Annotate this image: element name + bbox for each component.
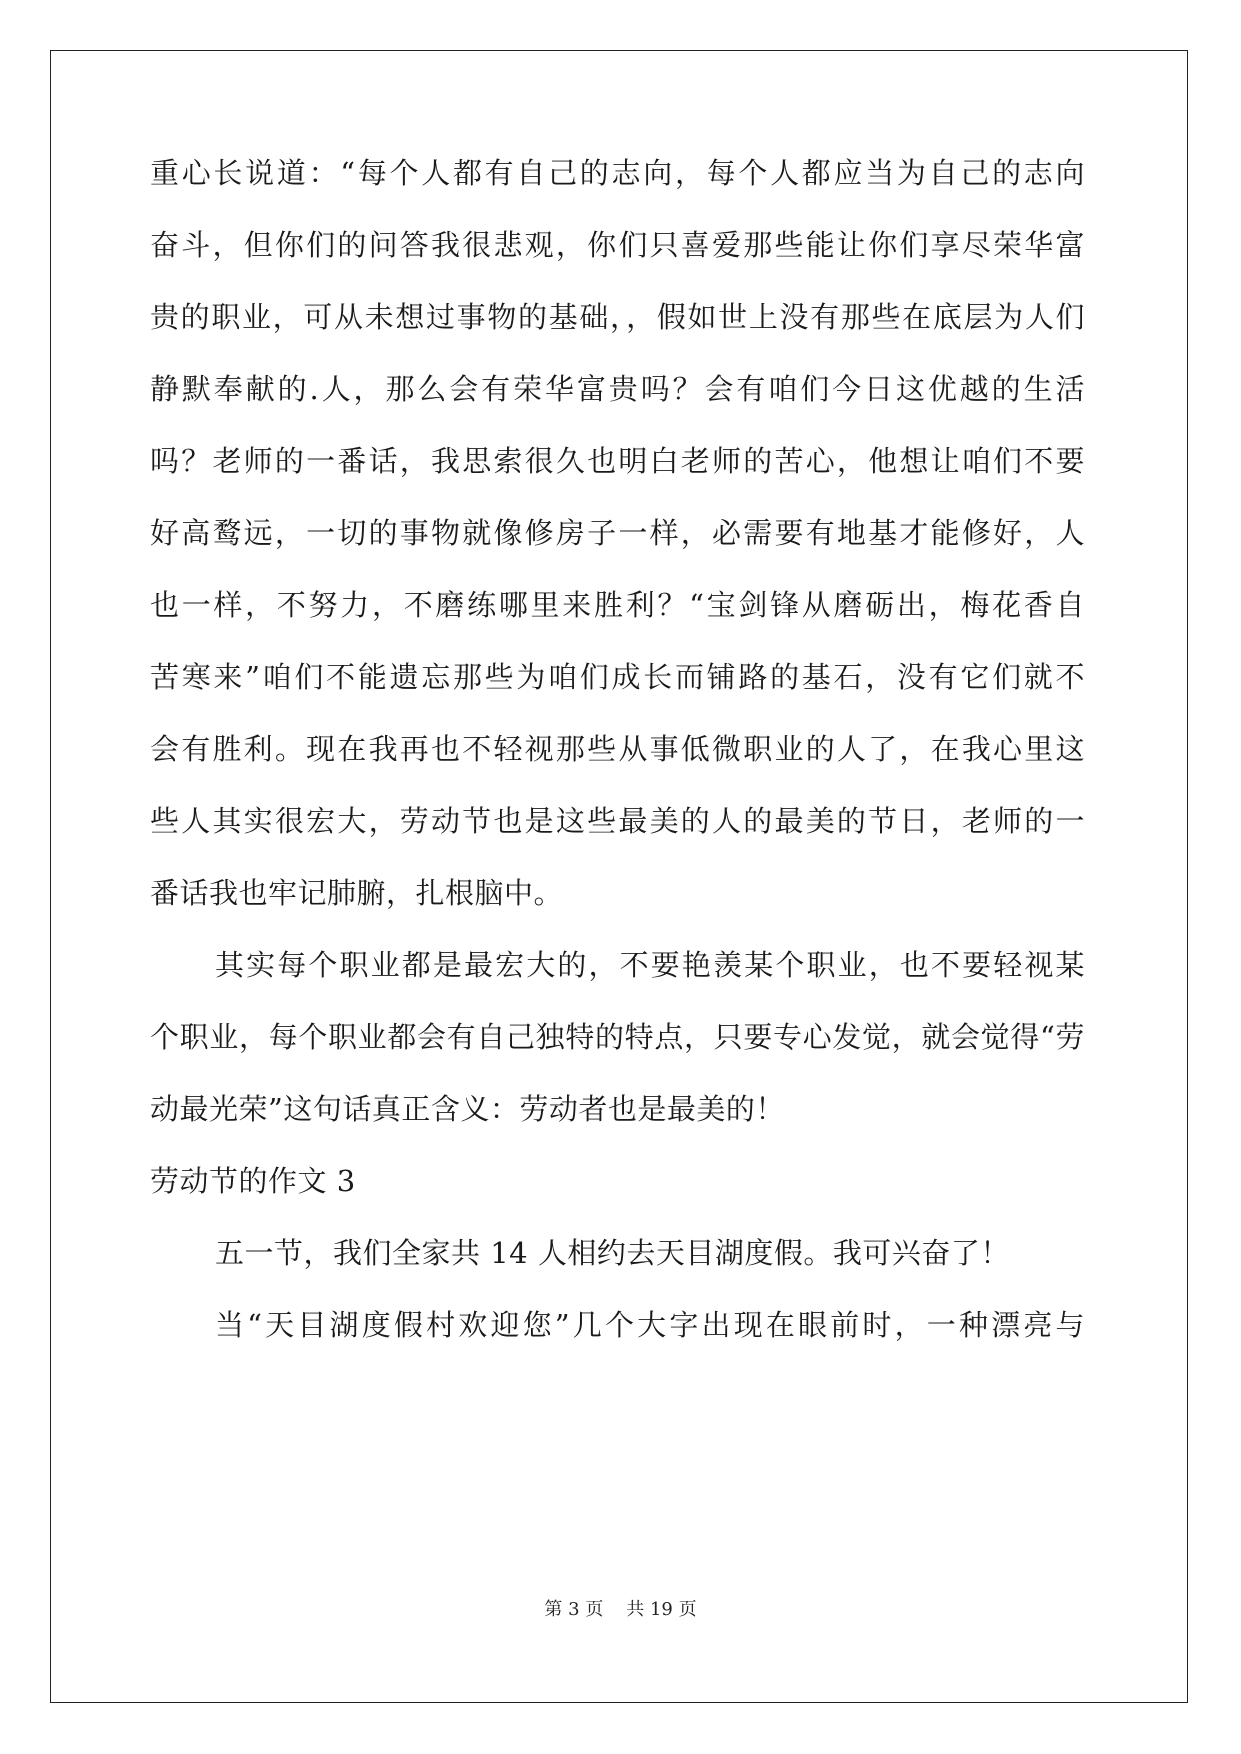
page-number: 第 3 页 [544, 1599, 604, 1620]
text-line: 会有胜利。现在我再也不轻视那些从事低微职业的人了，在我心里这 [150, 732, 1085, 766]
total-pages: 共 19 页 [626, 1599, 697, 1620]
paragraph-first-line: 五一节，我们全家共 14 人相约去天目湖度假。我可兴奋了！ [215, 1236, 1010, 1270]
text-line: 动最光荣”这句话真正含义：劳动者也是最美的！ [150, 1092, 785, 1126]
text-line: 好高鹜远，一切的事物就像修房子一样，必需要有地基才能修好，人 [150, 516, 1085, 550]
paragraph-first-line: 当“天目湖度假村欢迎您”几个大字出现在眼前时，一种漂亮与 [215, 1308, 1085, 1342]
text-line: 个职业，每个职业都会有自己独特的特点，只要专心发觉，就会觉得“劳 [150, 1020, 1085, 1054]
text-line: 重心长说道：“每个人都有自己的志向，每个人都应当为自己的志向 [150, 156, 1085, 190]
text-line: 番话我也牢记肺腑，扎根脑中。 [150, 876, 564, 910]
text-line: 些人其实很宏大，劳动节也是这些最美的人的最美的节日，老师的一 [150, 804, 1085, 838]
text-line: 奋斗，但你们的问答我很悲观，你们只喜爱那些能让你们享尽荣华富 [150, 228, 1085, 262]
text-line: 静默奉献的.人，那么会有荣华富贵吗？会有咱们今日这优越的生活 [150, 372, 1085, 406]
page-footer [0, 1598, 1241, 1622]
section-heading: 劳动节的作文 3 [150, 1164, 356, 1198]
text-line: 贵的职业，可从未想过事物的基础，，假如世上没有那些在底层为人们 [150, 300, 1085, 334]
text-line: 吗？老师的一番话，我思索很久也明白老师的苦心，他想让咱们不要 [150, 444, 1085, 478]
text-line: 苦寒来”咱们不能遗忘那些为咱们成长而铺路的基石，没有它们就不 [150, 660, 1085, 694]
paragraph-first-line: 其实每个职业都是最宏大的，不要艳羡某个职业，也不要轻视某 [215, 948, 1085, 982]
text-line: 也一样，不努力，不磨练哪里来胜利？“宝剑锋从磨砺出，梅花香自 [150, 588, 1085, 622]
